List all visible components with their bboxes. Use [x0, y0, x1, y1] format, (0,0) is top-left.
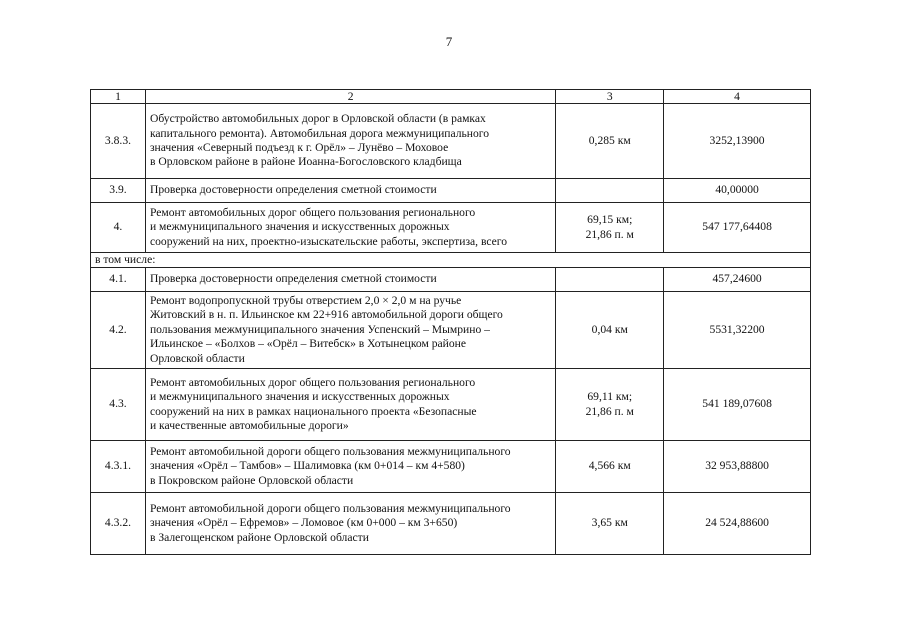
- description-line: и качественные автомобильные дороги»: [149, 418, 349, 432]
- table-row: [91, 292, 811, 369]
- item-number: 4.2.: [91, 292, 146, 369]
- description-line: в Покровском районе Орловской области: [149, 473, 354, 487]
- item-amount: 24 524,88600: [664, 493, 811, 555]
- quantity-line: 4,566 км: [588, 459, 631, 473]
- item-number: 4.3.: [91, 369, 146, 441]
- item-description: [145, 268, 555, 292]
- header-cell-1: 1: [91, 90, 146, 104]
- description-line: Ремонт автомобильных дорог общего пользования регионального: [149, 375, 476, 389]
- table-row: [91, 179, 811, 203]
- item-number: 4.3.2.: [91, 493, 146, 555]
- description-line: Ильинское – «Болхов – «Орёл – Витебск» в Хотынецком районе: [149, 337, 467, 351]
- header-cell-3: 3: [556, 90, 664, 104]
- table-row: [91, 369, 811, 441]
- item-quantity: [556, 268, 664, 292]
- quantity-line: 0,285 км: [588, 133, 631, 147]
- item-number: 4.1.: [91, 268, 146, 292]
- item-description: [145, 292, 555, 369]
- section-label: в том числе:: [91, 253, 811, 268]
- item-amount: 32 953,88800: [664, 441, 811, 493]
- item-number: 4.3.1.: [91, 441, 146, 493]
- item-amount: 457,24600: [664, 268, 811, 292]
- quantity-line: 69,11 км;: [587, 390, 633, 404]
- description-line: Ремонт автомобильной дороги общего пользования межмуниципального: [149, 444, 511, 458]
- item-quantity: [556, 292, 664, 369]
- section-row: [91, 253, 811, 268]
- item-amount: 5531,32200: [664, 292, 811, 369]
- item-amount: 541 189,07608: [664, 369, 811, 441]
- item-quantity: [556, 179, 664, 203]
- header-cell-2: 2: [145, 90, 555, 104]
- item-description: [145, 441, 555, 493]
- description-line: Ремонт автомобильных дорог общего пользования регионального: [149, 205, 476, 219]
- item-amount: 3252,13900: [664, 104, 811, 179]
- estimate-table: [90, 89, 811, 555]
- table-row: [91, 104, 811, 179]
- item-number: 4.: [91, 203, 146, 253]
- table-row: [91, 203, 811, 253]
- item-quantity: [556, 441, 664, 493]
- description-line: и межмуниципального значения и искусственных дорожных: [149, 390, 450, 404]
- item-quantity: [556, 203, 664, 253]
- description-line: в Залегощенском районе Орловской области: [149, 530, 369, 544]
- header-row: [91, 90, 811, 104]
- description-line: значения «Северный подъезд к г. Орёл» – Лунёво – Моховое: [149, 141, 449, 154]
- description-line: и межмуниципального значения и искусственных дорожных: [149, 220, 450, 234]
- table-row: [91, 441, 811, 493]
- item-quantity: [556, 104, 664, 179]
- quantity-line: 21,86 п. м: [585, 404, 634, 418]
- description-line: значения «Орёл – Ефремов» – Ломовое (км 0+000 – км 3+650): [149, 516, 458, 530]
- description-line: сооружений на них в рамках национального проекта «Безопасные: [149, 404, 477, 418]
- description-line: сооружений на них, проектно-изыскательские работы, экспертиза, всего: [149, 234, 508, 248]
- description-line: Проверка достоверности определения сметной стоимости: [149, 183, 437, 197]
- item-number: 3.9.: [91, 179, 146, 203]
- item-description: [145, 369, 555, 441]
- table-row: [91, 268, 811, 292]
- description-line: Ремонт автомобильной дороги общего пользования межмуниципального: [149, 501, 511, 515]
- quantity-line: 0,04 км: [591, 322, 628, 336]
- table-row: [91, 493, 811, 555]
- description-line: Орловской области: [149, 351, 245, 365]
- item-amount: 547 177,64408: [664, 203, 811, 253]
- item-quantity: [556, 493, 664, 555]
- item-description: [145, 179, 555, 203]
- item-description: [145, 104, 555, 179]
- page-number: 7: [445, 34, 453, 49]
- description-line: пользования межмуниципального значения Успенский – Мымрино –: [149, 322, 490, 336]
- description-line: капитального ремонта). Автомобильная дорога межмуниципального: [149, 126, 490, 140]
- description-line: в Орловском районе в районе Иоанна-Богословского кладбища: [149, 155, 462, 169]
- description-line: Житовский в н. п. Ильинское км 22+916 автомобильной дороги общего: [149, 308, 503, 322]
- description-line: Ремонт водопропускной трубы отверстием 2,0 × 2,0 м на ручье: [149, 293, 462, 307]
- description-line: значения «Орёл – Тамбов» – Шалимовка (км 0+014 – км 4+580): [149, 459, 465, 473]
- description-line: Обустройство автомобильных дорог в Орловской области (в рамках: [149, 112, 486, 126]
- item-amount: 40,00000: [664, 179, 811, 203]
- quantity-line: 3,65 км: [591, 516, 628, 530]
- item-description: [145, 493, 555, 555]
- description-line: Проверка достоверности определения сметной стоимости: [149, 272, 437, 286]
- item-description: [145, 203, 555, 253]
- item-quantity: [556, 369, 664, 441]
- quantity-line: 69,15 км;: [587, 213, 633, 227]
- item-number: 3.8.3.: [91, 104, 146, 179]
- quantity-line: 21,86 п. м: [585, 227, 634, 241]
- header-cell-4: 4: [664, 90, 811, 104]
